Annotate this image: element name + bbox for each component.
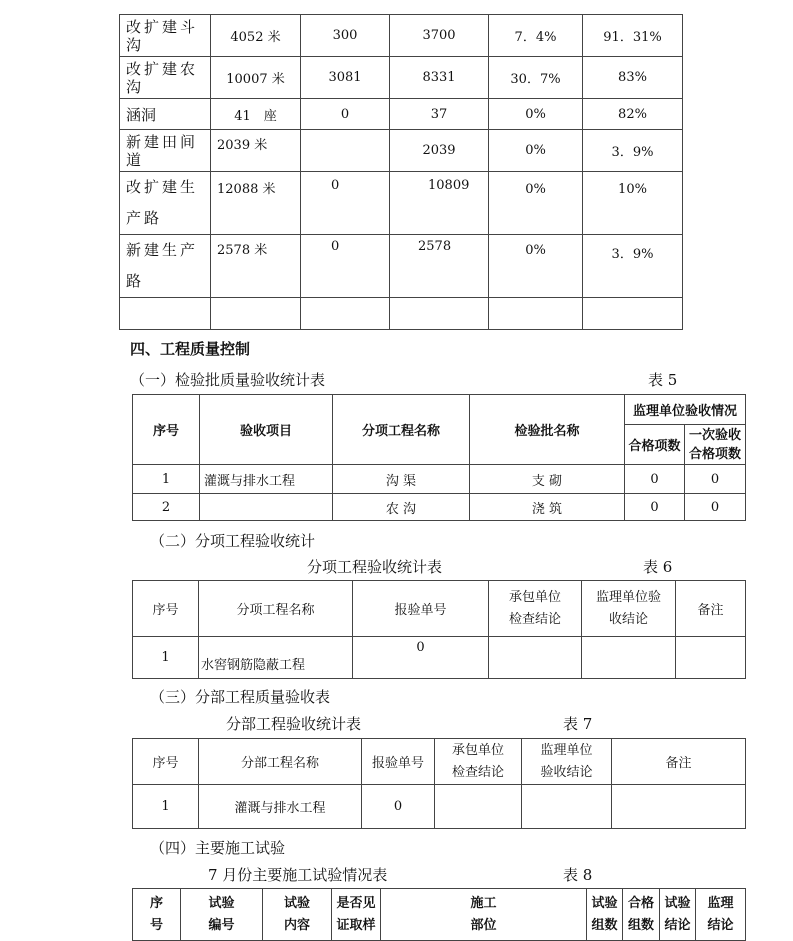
empty-cell <box>390 298 489 330</box>
cell-subproject: 沟 渠 <box>333 465 470 494</box>
header-first-pass: 一次验收合格项数 <box>685 425 746 465</box>
cell-contractor <box>489 637 582 679</box>
row-c4: 2578 <box>390 235 489 298</box>
row-c5: 0% <box>489 172 583 235</box>
cell-supervisor <box>522 785 612 829</box>
row-c4: 10809 <box>390 172 489 235</box>
table-number: 表 8 <box>563 866 593 884</box>
row-name: 涵洞 <box>120 99 211 130</box>
table-number: 表 7 <box>563 715 593 733</box>
subitem-acceptance-table <box>132 580 746 679</box>
table-row <box>133 494 746 521</box>
row-name: 新建生产路 <box>120 235 211 298</box>
table-caption: 7 月份主要施工试验情况表 <box>208 866 388 884</box>
table-row <box>133 637 746 679</box>
subsection-heading: （二）分项工程验收统计 <box>150 532 316 550</box>
row-qty: 2578 米 <box>211 235 301 298</box>
row-c5: 30．7% <box>489 57 583 99</box>
table-row <box>133 785 746 829</box>
row-c3: 0 <box>301 172 390 235</box>
row-c3 <box>301 130 390 172</box>
construction-test-table <box>132 888 746 941</box>
row-qty: 41 座 <box>211 99 301 130</box>
row-name: 改扩建农沟 <box>120 57 211 99</box>
header-seq: 序号 <box>133 581 199 637</box>
header-result: 试验结论 <box>660 889 696 941</box>
empty-cell <box>583 298 683 330</box>
header-remark: 备注 <box>612 739 746 785</box>
cell-pass: 0 <box>625 494 685 521</box>
cell-subproject: 农 沟 <box>333 494 470 521</box>
header-supervision: 监理结论 <box>696 889 746 941</box>
row-c3: 3081 <box>301 57 390 99</box>
row-name: 新建田间道 <box>120 130 211 172</box>
header-name: 分项工程名称 <box>199 581 353 637</box>
empty-cell <box>301 298 390 330</box>
header-pass-count: 合格项数 <box>625 425 685 465</box>
empty-cell <box>120 298 211 330</box>
header-batch: 检验批名称 <box>470 395 625 465</box>
row-c4: 3700 <box>390 15 489 57</box>
header-supervision: 监理单位验收情况 <box>625 395 746 425</box>
table-row <box>120 99 683 130</box>
cell-supervisor <box>582 637 676 679</box>
cell-seq: 1 <box>133 465 200 494</box>
cell-seq: 1 <box>133 637 199 679</box>
division-acceptance-table <box>132 738 746 829</box>
table-number: 表 5 <box>648 371 678 389</box>
row-c6: 10% <box>583 172 683 235</box>
subsection-heading: （三）分部工程质量验收表 <box>150 688 331 706</box>
cell-report: 0 <box>362 785 435 829</box>
table-row <box>120 235 683 298</box>
table-row <box>120 57 683 99</box>
table-row <box>120 15 683 57</box>
table-row <box>120 172 683 235</box>
header-item: 验收项目 <box>200 395 333 465</box>
cell-remark <box>612 785 746 829</box>
header-report: 报验单号 <box>353 581 489 637</box>
cell-batch: 浇 筑 <box>470 494 625 521</box>
row-c4: 37 <box>390 99 489 130</box>
row-c3: 300 <box>301 15 390 57</box>
cell-seq: 2 <box>133 494 200 521</box>
row-c6: 3．9% <box>583 235 683 298</box>
header-supervisor: 监理单位验收结论 <box>522 739 612 785</box>
cell-report: 0 <box>353 637 489 679</box>
row-c6: 91．31% <box>583 15 683 57</box>
row-c6: 82% <box>583 99 683 130</box>
cell-batch: 支 砌 <box>470 465 625 494</box>
header-groups: 试验组数 <box>587 889 623 941</box>
header-subproject: 分项工程名称 <box>333 395 470 465</box>
header-witness: 是否见证取样 <box>332 889 381 941</box>
row-name: 改扩建生产路 <box>120 172 211 235</box>
header-contractor: 承包单位检查结论 <box>435 739 522 785</box>
row-c5: 0% <box>489 235 583 298</box>
cell-pass: 0 <box>625 465 685 494</box>
row-qty: 4052 米 <box>211 15 301 57</box>
cell-item: 灌溉与排水工程 <box>200 465 333 494</box>
empty-cell <box>489 298 583 330</box>
row-name: 改扩建斗沟 <box>120 15 211 57</box>
row-c6: 3．9% <box>583 130 683 172</box>
header-location: 施工部位 <box>381 889 587 941</box>
header-remark: 备注 <box>676 581 746 637</box>
header-content: 试验内容 <box>263 889 332 941</box>
row-qty: 12088 米 <box>211 172 301 235</box>
table-row <box>133 465 746 494</box>
cell-remark <box>676 637 746 679</box>
cell-seq: 1 <box>133 785 199 829</box>
progress-table <box>119 14 683 330</box>
header-name: 分部工程名称 <box>199 739 362 785</box>
table-caption: 分项工程验收统计表 <box>307 558 443 576</box>
header-seq: 序号 <box>133 739 199 785</box>
header-report: 报验单号 <box>362 739 435 785</box>
cell-name: 水窖钢筋隐蔽工程 <box>199 637 353 679</box>
table-row-empty <box>120 298 683 330</box>
row-c5: 0% <box>489 130 583 172</box>
row-c5: 7．4% <box>489 15 583 57</box>
cell-name: 灌溉与排水工程 <box>199 785 362 829</box>
row-c3: 0 <box>301 235 390 298</box>
row-qty: 10007 米 <box>211 57 301 99</box>
row-c4: 8331 <box>390 57 489 99</box>
table-row <box>120 130 683 172</box>
cell-item <box>200 494 333 521</box>
cell-contractor <box>435 785 522 829</box>
subsection-heading: （一）检验批质量验收统计表 <box>130 371 326 389</box>
header-contractor: 承包单位检查结论 <box>489 581 582 637</box>
row-c4: 2039 <box>390 130 489 172</box>
section-title: 四、工程质量控制 <box>130 340 251 358</box>
inspection-batch-table <box>132 394 746 521</box>
table-caption: 分部工程验收统计表 <box>226 715 362 733</box>
header-qualified: 合格组数 <box>623 889 660 941</box>
table-number: 表 6 <box>643 558 673 576</box>
header-test-no: 试验编号 <box>181 889 263 941</box>
empty-cell <box>211 298 301 330</box>
row-c3: 0 <box>301 99 390 130</box>
header-supervisor: 监理单位验收结论 <box>582 581 676 637</box>
subsection-heading: （四）主要施工试验 <box>150 839 286 857</box>
cell-first: 0 <box>685 494 746 521</box>
header-seq: 序号 <box>133 395 200 465</box>
row-qty: 2039 米 <box>211 130 301 172</box>
header-seq: 序号 <box>133 889 181 941</box>
row-c6: 83% <box>583 57 683 99</box>
cell-first: 0 <box>685 465 746 494</box>
row-c5: 0% <box>489 99 583 130</box>
